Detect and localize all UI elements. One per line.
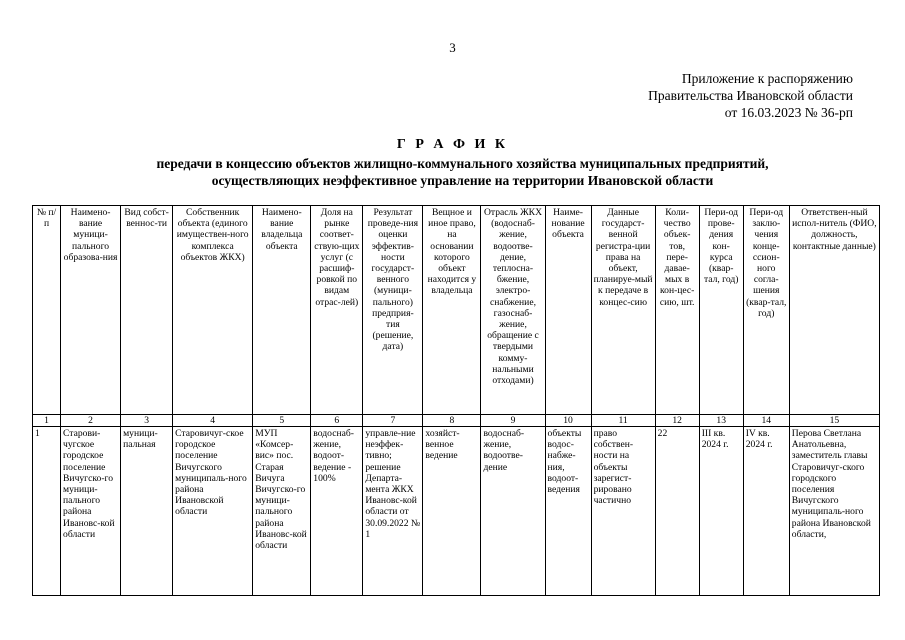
appendix-line-1: Приложение к распоряжению (681, 71, 853, 86)
appendix-header (648, 70, 853, 121)
column-number: 2 (61, 415, 121, 427)
table-cell: Старови-чугское городское поселение Вичугско-го муници-пального района Ивановс-кой области (61, 427, 121, 596)
schedule-table (32, 205, 880, 596)
column-number: 1 (33, 415, 61, 427)
table-cell: муници-пальная (121, 427, 173, 596)
header-cell: Отрасль ЖКХ (водоснаб-жение, водоотве-дение, теплосна-бжение, электро-снабжение, газоснаб-жение, обращение с твердыми комму-нальными отходами) (481, 206, 545, 415)
column-number: 12 (655, 415, 699, 427)
column-number-row (33, 415, 880, 427)
subtitle-line-2: осуществляющих неэффективное управление на территории Ивановской области (211, 173, 714, 188)
header-cell: Наимено-вание муници-пального образова-ния (61, 206, 121, 415)
column-number: 11 (591, 415, 655, 427)
column-number: 9 (481, 415, 545, 427)
column-number: 15 (789, 415, 879, 427)
table-cell: управле-ние неэффек-тивно; решение Департа-мента ЖКХ Ивановс-кой области от 30.09.2022 № 1 (363, 427, 423, 596)
header-cell: Пери-од прове-дения кон-курса (квар-тал, год) (699, 206, 743, 415)
column-number: 8 (423, 415, 481, 427)
column-number: 3 (121, 415, 173, 427)
table-cell: водоснаб-жение, водоотве-дение (481, 427, 545, 596)
appendix-line-3: от 16.03.2023 № 36-рп (724, 105, 853, 120)
table-cell: объекты водос-набже-ния, водоот-ведения (545, 427, 591, 596)
table-cell: III кв. 2024 г. (699, 427, 743, 596)
column-number: 14 (743, 415, 789, 427)
header-cell: Результат проведе-ния оценки эффектив-ности государст-венного (муници-пального) предприя-тия (решение, дата) (363, 206, 423, 415)
header-cell: Наиме-нование объекта (545, 206, 591, 415)
subtitle-line-1: передачи в концессию объектов жилищно-коммунального хозяйства муниципальных предприятий, (156, 156, 769, 171)
document-title: Г Р А Ф И К (396, 137, 509, 152)
table-header-row (33, 206, 880, 415)
header-cell: Наимено-вание владельца объекта (253, 206, 311, 415)
table-cell: водоснаб-жение, водоот-ведение - 100% (311, 427, 363, 596)
column-number: 5 (253, 415, 311, 427)
column-number: 13 (699, 415, 743, 427)
header-cell: Вид собст-веннос-ти (121, 206, 173, 415)
column-number: 7 (363, 415, 423, 427)
header-cell: Ответствен-ный испол-нитель (ФИО, должность, контактные данные) (789, 206, 879, 415)
table-cell: хозяйст-венное ведение (423, 427, 481, 596)
column-number: 6 (311, 415, 363, 427)
header-cell: Пери-од заклю-чения конце-ссион-ного согла-шения (квар-тал, год) (743, 206, 789, 415)
header-cell: Вещное и иное право, на основании которого объект находится у владельца (423, 206, 481, 415)
table-cell: Старовичуг-ское городское поселение Вичугского муниципаль-ного района Ивановской области (173, 427, 253, 596)
table-cell: право собствен-ности на объекты зарегист-рировано частично (591, 427, 655, 596)
header-cell: Коли-чество объек-тов, пере-давае-мых в кон-цес-сию, шт. (655, 206, 699, 415)
header-cell: Собственник объекта (единого имуществен-ного комплекса объектов ЖКХ) (173, 206, 253, 415)
table-cell: IV кв. 2024 г. (743, 427, 789, 596)
appendix-line-2: Правительства Ивановской области (648, 88, 853, 103)
table-cell: 22 (655, 427, 699, 596)
table-cell: Перова Светлана Анатольевна, заместитель главы Старовичуг-ского городского поселения Вичугского муниципаль-ного района Ивановской области, (789, 427, 879, 596)
table-cell: МУП «Комсер-вис» пос. Старая Вичуга Вичугско-го муници-пального района Ивановс-кой области (253, 427, 311, 596)
table-row (33, 427, 880, 596)
header-cell: Данные государст-венной регистра-ции права на объект, планируе-мый к передаче в концес-сию (591, 206, 655, 415)
column-number: 4 (173, 415, 253, 427)
document-subtitle (60, 155, 865, 189)
page-number: 3 (449, 40, 456, 55)
column-number: 10 (545, 415, 591, 427)
table-cell: 1 (33, 427, 61, 596)
header-cell: Доля на рынке соответ-ствую-щих услуг (с расшиф-ровкой по видам отрас-лей) (311, 206, 363, 415)
header-cell: № п/п (33, 206, 61, 415)
